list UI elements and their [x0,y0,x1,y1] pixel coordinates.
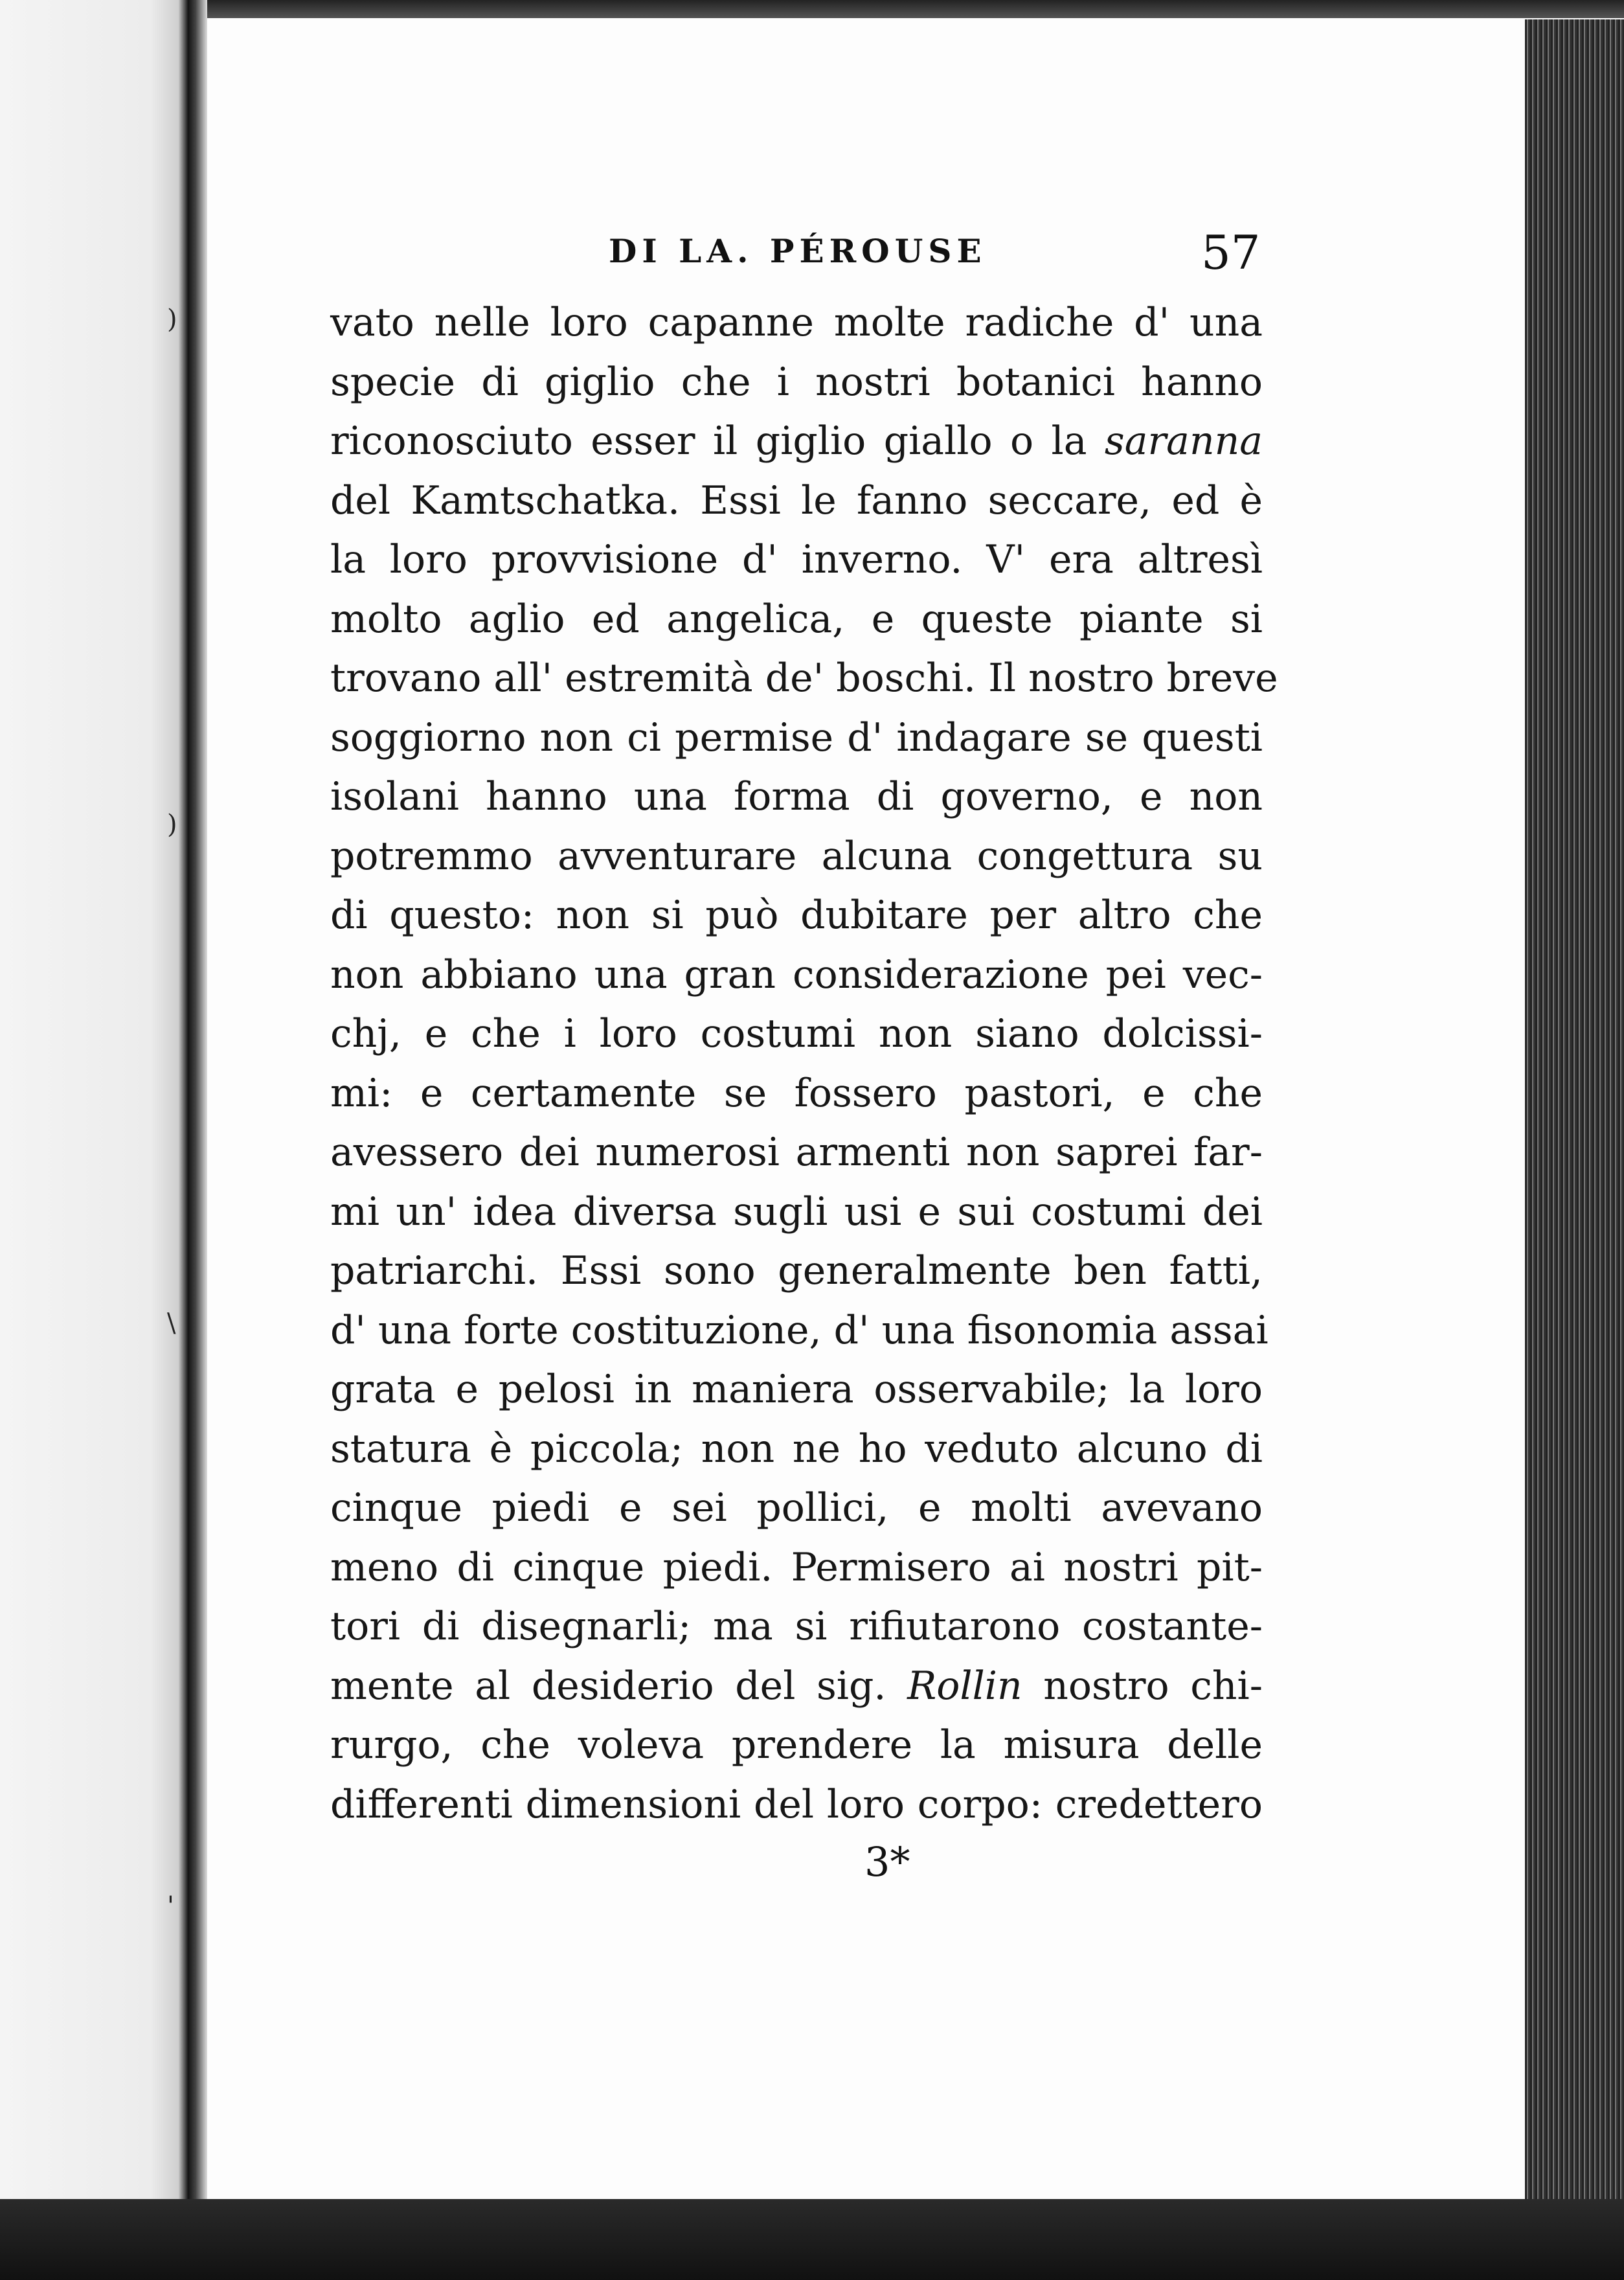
text-line: molto aglio ed angelica, e queste piante si [330,596,1263,642]
facing-page-edge [0,0,188,2199]
italic-word: Rollin [907,1663,1022,1709]
text-line: chj, e che i loro costumi non siano dolcissi- [330,1011,1263,1056]
text-line: del Kamtschatka. Essi le fanno seccare, ed è [330,477,1263,523]
text-line: rurgo, che voleva prendere la misura delle [330,1722,1263,1768]
page-number: 57 [1201,225,1261,280]
text-line: di questo: non si può dubitare per altro che [330,893,1263,938]
text-line: tori di disegnarli; ma si rifiutarono costante- [330,1604,1263,1649]
text-line: grata e pelosi in maniera osservabile; la loro [330,1367,1263,1412]
text-line: cinque piedi e sei pollici, e molti avevano [330,1485,1263,1531]
text-line: trovano all' estremità de' boschi. Il nostro breve [330,656,1278,701]
text-line: riconosciuto esser il giglio giallo o la saranna [330,418,1263,464]
margin-speck: ' [167,1891,174,1921]
text-line: differenti dimensioni del loro corpo: credettero [330,1781,1263,1827]
page-fore-edge [1525,19,1624,2199]
text-line: non abbiano una gran considerazione pei vec- [330,952,1263,998]
text-line: la loro provvisione d' inverno. V' era altresì [330,537,1263,582]
running-title: DI LA. PÉROUSE [609,232,987,270]
text-line: mi: e certamente se fossero pastori, e che [330,1070,1263,1116]
text-line: patriarchi. Essi sono generalmente ben fatti, [330,1248,1263,1294]
body-text [330,293,1278,1834]
text-line: vato nelle loro capanne molte radiche d' una [330,300,1263,345]
text-line: potremmo avventurare alcuna congettura su [330,833,1263,879]
text-line: mi un' idea diversa sugli usi e sui costumi dei [330,1189,1263,1235]
text-line: avessero dei numerosi armenti non saprei far- [330,1130,1263,1175]
italic-word: saranna [1104,418,1263,464]
margin-speck: ) [167,810,177,839]
book-page [207,18,1525,2199]
signature-mark: 3* [864,1838,910,1886]
scan-bottom-border [0,2199,1624,2280]
book-gutter [188,0,207,2199]
margin-speck: \ [167,1308,176,1338]
text-line: mente al desiderio del sig. Rollin nostro chi- [330,1663,1263,1709]
text-line: statura è piccola; non ne ho veduto alcuno di [330,1426,1263,1472]
margin-speck: ) [167,304,177,334]
page-header [207,225,1525,290]
scan-top-border [0,0,1624,18]
text-line: soggiorno non ci permise d' indagare se questi [330,714,1263,760]
text-line: isolani hanno una forma di governo, e non [330,774,1263,819]
text-line: specie di giglio che i nostri botanici hanno [330,359,1263,405]
text-line: meno di cinque piedi. Permisero ai nostri pit- [330,1544,1263,1590]
text-line: d' una forte costituzione, d' una fisonomia assai [330,1307,1269,1353]
